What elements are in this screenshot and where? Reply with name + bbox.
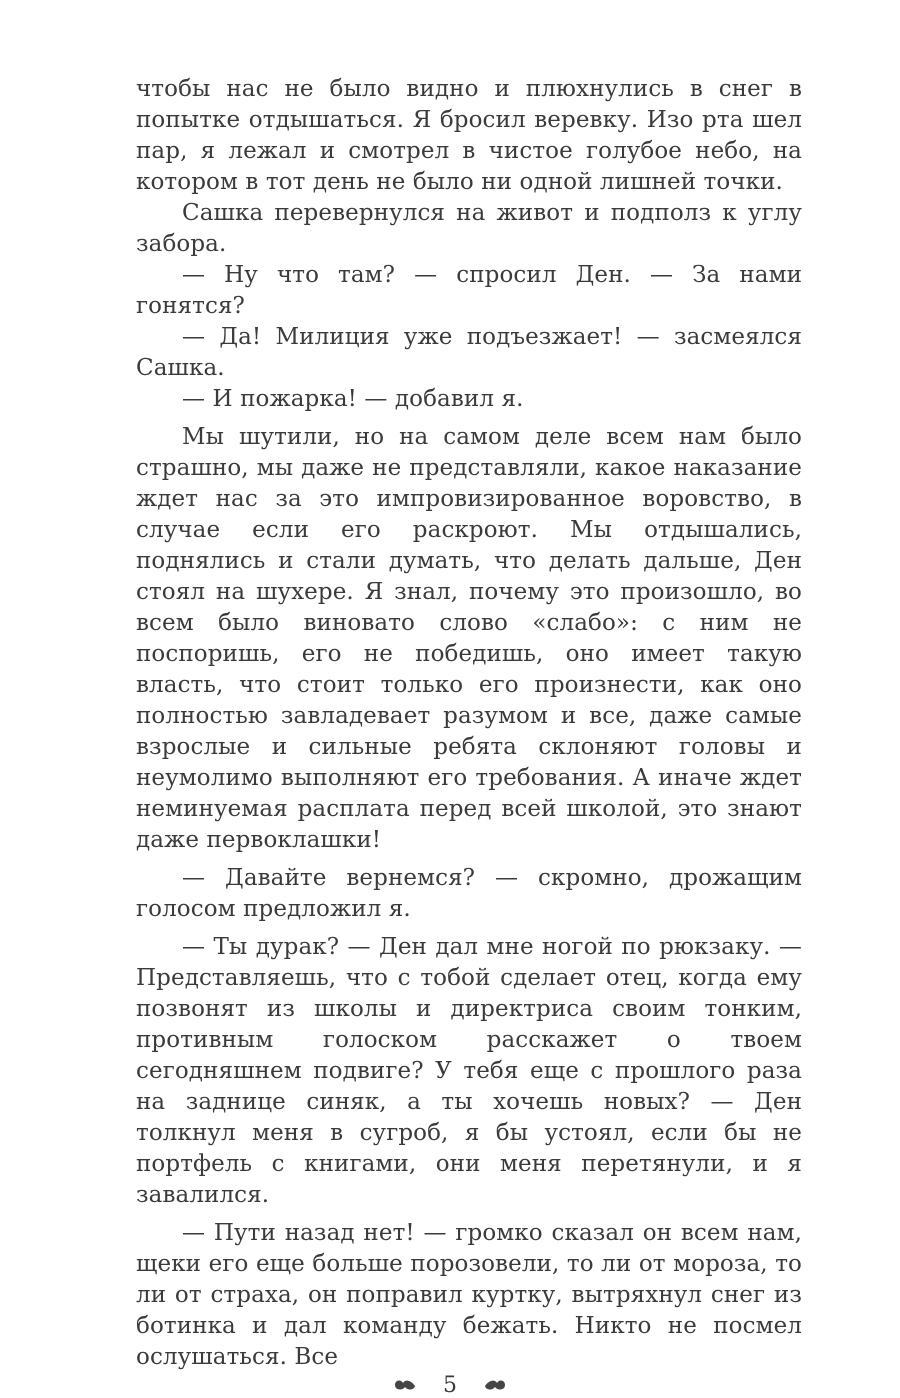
paragraph: Мы шутили, но на самом деле всем нам было страшно, мы даже не представляли, какое наказание ждет нас за это импровизированное воровство, в случае если его раскроют. Мы отдышались, поднялись и стали думать, что делать дальше, Ден стоял на шухере. Я знал, почему это произошло, во всем было виновато слово «слабо»: с ним не поспоришь, его не победишь, оно имеет такую власть, что стоит только его произнести, как оно полностью завладевает разумом и все, даже самые взрослые и сильные ребята склоняют головы и неумолимо выполняют его требования. А иначе ждет неминуемая расплата перед всей школой, это знают даже первоклашки!: [136, 424, 802, 853]
paragraph-dialogue: — Да! Милиция уже подъезжает! — засмеялся Сашка.: [136, 324, 802, 381]
text-block: [136, 74, 802, 1373]
paragraph-dialogue: — Ну что там? — спросил Ден. — За нами гонятся?: [136, 262, 802, 319]
paragraph-dialogue: — Пути назад нет! — громко сказал он всем нам, щеки его еще больше порозовели, то ли от мороза, то ли от страха, он поправил куртку, вытряхнул снег из ботинка и дал команду бежать. Никто не посмел ослушаться. Все: [136, 1220, 802, 1370]
paragraph-dialogue: — Давайте вернемся? — скромно, дрожащим голосом предложил я.: [136, 865, 802, 922]
paragraph-dialogue: — И пожарка! — добавил я.: [182, 386, 524, 412]
floral-heart-right-icon: [483, 1378, 507, 1393]
paragraph: Сашка перевернулся на живот и подполз к углу забора.: [136, 200, 802, 257]
floral-heart-left-icon: [393, 1378, 417, 1393]
paragraph: чтобы нас не было видно и плюхнулись в снег в попытке отдышаться. Я бросил веревку. Изо рта шел пар, я лежал и смотрел в чистое голубое небо, на котором в тот день не было ни одной лишней точки.: [136, 76, 802, 195]
page-number: 5: [443, 1373, 457, 1398]
page-footer: [0, 1373, 900, 1398]
paragraph-dialogue: — Ты дурак? — Ден дал мне ногой по рюкзаку. — Представляешь, что с тобой сделает отец, когда ему позвонят из школы и директриса своим тонким, противным голоском расскажет о твоем сегодняшнем подвиге? У тебя еще с прошлого раза на заднице синяк, а ты хочешь новых? — Ден толкнул меня в сугроб, я бы устоял, если бы не портфель с книгами, они меня перетянули, и я завалился.: [136, 934, 802, 1208]
